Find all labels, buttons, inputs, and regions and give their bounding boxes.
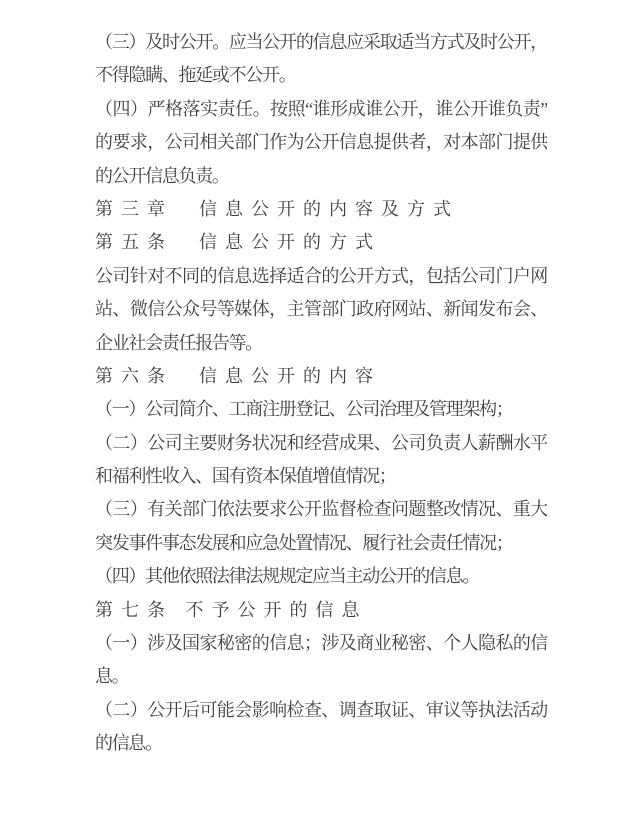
text-line: （二）公司主要财务状况和经营成果、公司负责人薪酬水平: [95, 432, 547, 453]
text-line: 的公开信息负责。: [95, 165, 229, 186]
text-line: 不得隐瞒、拖延或不公开。: [95, 65, 296, 86]
text-line: 息。: [95, 666, 129, 687]
text-line: 站、微信公众号等媒体，主管部门政府网站、新闻发布会、: [95, 299, 547, 320]
text-line: 第六条 信息公开的内容: [95, 365, 381, 386]
document-content: [95, 26, 547, 761]
text-line: （二）公开后可能会影响检查、调查取证、审议等执法活动: [95, 699, 547, 720]
text-line: 和福利性收入、国有资本保值增值情况；: [95, 466, 396, 487]
text-line: （一）公司简介、工商注册登记、公司治理及管理架构；: [95, 399, 513, 420]
text-line: 第七条 不予公开的信息: [95, 599, 368, 620]
text-line: （三）及时公开。应当公开的信息应采取适当方式及时公开，: [95, 32, 547, 52]
text-line: 第五条 信息公开的方式: [95, 232, 381, 253]
text-line: （一）涉及国家秘密的信息；涉及商业秘密、个人隐私的信: [95, 633, 547, 654]
text-line: 企业社会责任报告等。: [95, 332, 262, 353]
text-line: 的要求，公司相关部门作为公开信息提供者，对本部门提供: [95, 132, 547, 153]
text-line: （四）其他依照法律法规规定应当主动公开的信息。: [95, 566, 480, 587]
text-line: （三）有关部门依法要求公开监督检查问题整改情况、重大: [95, 499, 547, 520]
text-line: 的信息。: [95, 733, 162, 754]
text-line: 突发事件事态发展和应急处置情况、履行社会责任情况；: [95, 532, 513, 553]
text-line: （四）严格落实责任。按照“谁形成谁公开，谁公开谁负责”: [95, 98, 547, 119]
text-line: 公司针对不同的信息选择适合的公开方式，包括公司门户网: [95, 265, 547, 286]
text-line: 第三章 信息公开的内容及方式: [95, 198, 459, 219]
